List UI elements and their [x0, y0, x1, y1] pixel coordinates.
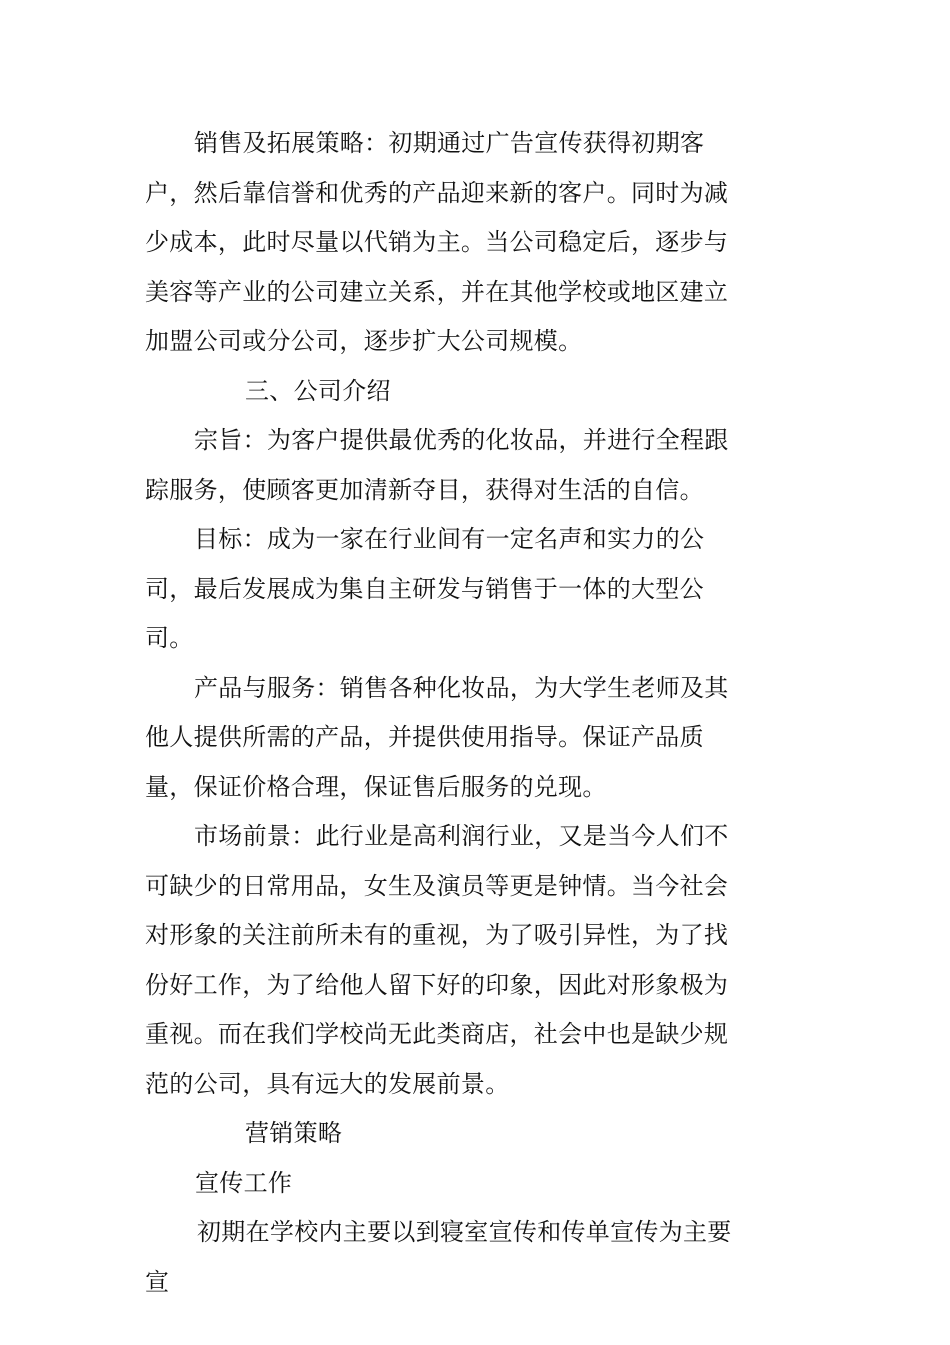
paragraph-purpose: 宗旨：为客户提供最优秀的化妆品，并进行全程跟踪服务，使顾客更加清新夺目，获得对生活的自信。 [145, 426, 729, 504]
section-heading-company-intro: 三、公司介绍 [245, 376, 391, 405]
section-heading-marketing: 营销策略 [245, 1119, 343, 1147]
subheading-publicity: 宣传工作 [195, 1168, 293, 1197]
paragraph-products-services: 产品与服务：销售各种化妆品，为大学生老师及其他人提供所需的产品，并提供使用指导。保证产品质量，保证价格合理，保证售后服务的兑现。 [145, 673, 729, 801]
paragraph-goal: 目标：成为一家在行业间有一定名声和实力的公司，最后发展成为集自主研发与销售于一体的大型公司。 [145, 525, 705, 652]
paragraph-publicity-intro: 初期在学校内主要以到寝室宣传和传单宣传为主要宣 [145, 1218, 732, 1296]
paragraph-sales-strategy: 销售及拓展策略：初期通过广告宣传获得初期客户，然后靠信誉和优秀的产品迎来新的客户。同时为减少成本，此时尽量以代销为主。当公司稳定后，逐步与美容等产业的公司建立关系，并在其他学校或地区建立加盟公司或分公司，逐步扩大公司规模。 [145, 129, 729, 355]
paragraph-market-outlook: 市场前景：此行业是高利润行业，又是当今人们不可缺少的日常用品，女生及演员等更是钟情。当今社会对形象的关注前所未有的重视，为了吸引异性，为了找份好工作，为了给他人留下好的印象，因此对形象极为重视。而在我们学校尚无此类商店，社会中也是缺少规范的公司，具有远大的发展前景。 [145, 822, 729, 1098]
